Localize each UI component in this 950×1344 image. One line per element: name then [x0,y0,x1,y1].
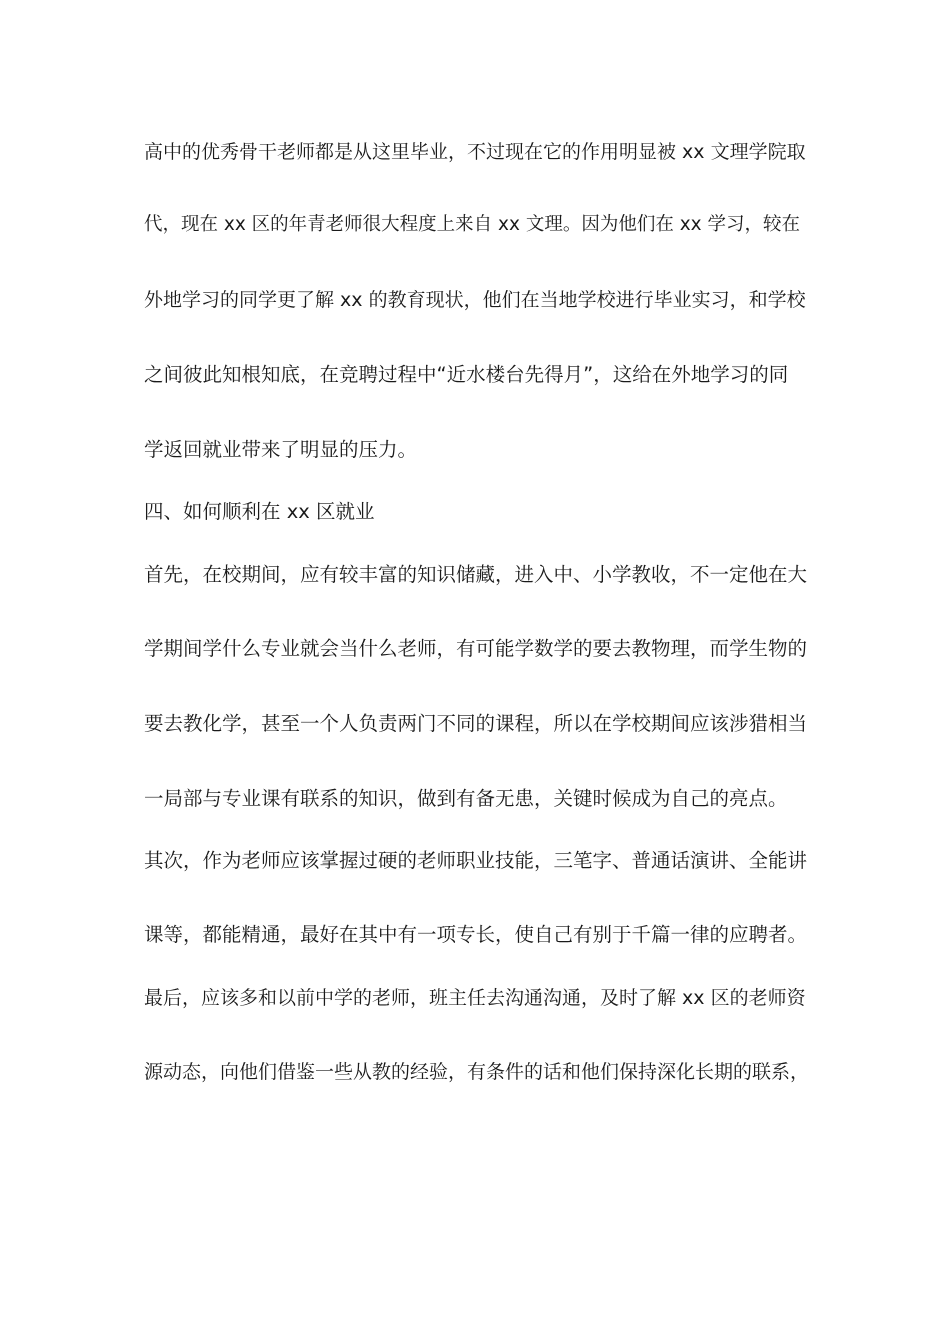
paragraph-line: 代，现在 xx 区的年青老师很大程度上来自 xx 文理。因为他们在 xx 学习，较在 [144,214,800,235]
paragraph-line: 其次，作为老师应该掌握过硬的老师职业技能，三笔字、普通话演讲、全能讲 [144,849,808,872]
paragraph-line: 要去教化学，甚至一个人负责两门不同的课程，所以在学校期间应该涉猎相当 [144,712,808,735]
paragraph-line: 源动态，向他们借鉴一些从教的经验，有条件的话和他们保持深化长期的联系， [144,1061,810,1083]
paragraph-line: 高中的优秀骨干老师都是从这里毕业，不过现在它的作用明显被 xx 文理学院取 [144,141,806,163]
paragraph-line: 一局部与专业课有联系的知识，做到有备无患，关键时候成为自己的亮点。 [144,787,788,810]
paragraph-line: 之间彼此知根知底，在竞聘过程中“近水楼台先得月”，这给在外地学习的同 [144,363,789,386]
paragraph-line: 学期间学什么专业就会当什么老师，有可能学数学的要去教物理，而学生物的 [144,637,808,660]
paragraph-line: 最后，应该多和以前中学的老师，班主任去沟通沟通，及时了解 xx 区的老师资 [144,987,806,1009]
paragraph-line: 课等，都能精通，最好在其中有一项专长，使自己有别于千篇一律的应聘者。 [144,923,808,946]
paragraph-line: 学返回就业带来了明显的压力。 [144,438,418,461]
paragraph-line: 外地学习的同学更了解 xx 的教育现状，他们在当地学校进行毕业实习，和学校 [144,289,806,311]
section-heading: 四、如何顺利在 xx 区就业 [144,500,375,523]
paragraph-line: 首先，在校期间，应有较丰富的知识储藏，进入中、小学教收，不一定他在大 [144,563,808,586]
